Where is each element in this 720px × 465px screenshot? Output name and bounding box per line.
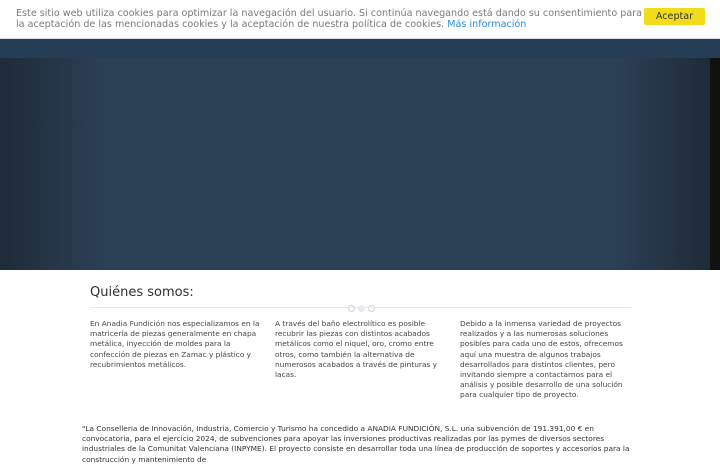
cookie-message [16, 9, 646, 30]
section-divider [90, 307, 631, 308]
navbar [0, 38, 720, 58]
cookie-message-text: Este sitio web utiliza cookies para optimizar la navegación del usuario. Si continúa navegando está dando su consentimiento para la aceptación de las mencionadas cookies y la aceptación de nuestra política de cookies. [16, 8, 643, 30]
about-column-3: Debido a la inmensa variedad de proyectos realizados y a las numerosas soluciones posibles para cada uno de estos, ofrecemos aquí una muestra de algunos trabajos desarrollados para distintos clientes, pero invitando siempre a contactarnos para el análisis y posible desarrollo de una solución para cualquier tipo de proyecto. [460, 319, 623, 400]
about-column-1: En Anadia Fundición nos especializamos en la matricería de piezas generalmente en chapa metálica, inyección de moldes para la confección de piezas en Zamac y plástico y recubrimientos metálicos. [90, 319, 260, 369]
cookie-consent-bar [0, 0, 720, 39]
hero-slider[interactable] [0, 58, 720, 270]
section-title: Quiénes somos: [90, 285, 194, 300]
more-info-link[interactable]: Más información [447, 18, 527, 30]
grant-notice: "La Conselleria de Innovación, Industria, Comercio y Turismo ha concedido a ANADIA FUNDICIÓN, S.L. una subvención de 191.391,00 € en convocatoria, para el ejercicio 2024, de subvenciones para apoyar las inversiones productivas realizadas por las pymes de diversos sectores industriales de la Comunitat Valenciana (INPYME). El proyecto consiste en desarrollar toda una línea de producción de soportes y accesorios para la construcción y mantenimiento de [82, 424, 630, 464]
about-column-2: A través del baño electrolítico es posible recubrir las piezas con distintos acabados metálicos como el niquel, oro, cromo entre otros, como también la alternativa de numerosos acabados a través de pinturas y lacas. [275, 319, 438, 380]
accept-cookies-button[interactable]: Aceptar [644, 8, 705, 25]
